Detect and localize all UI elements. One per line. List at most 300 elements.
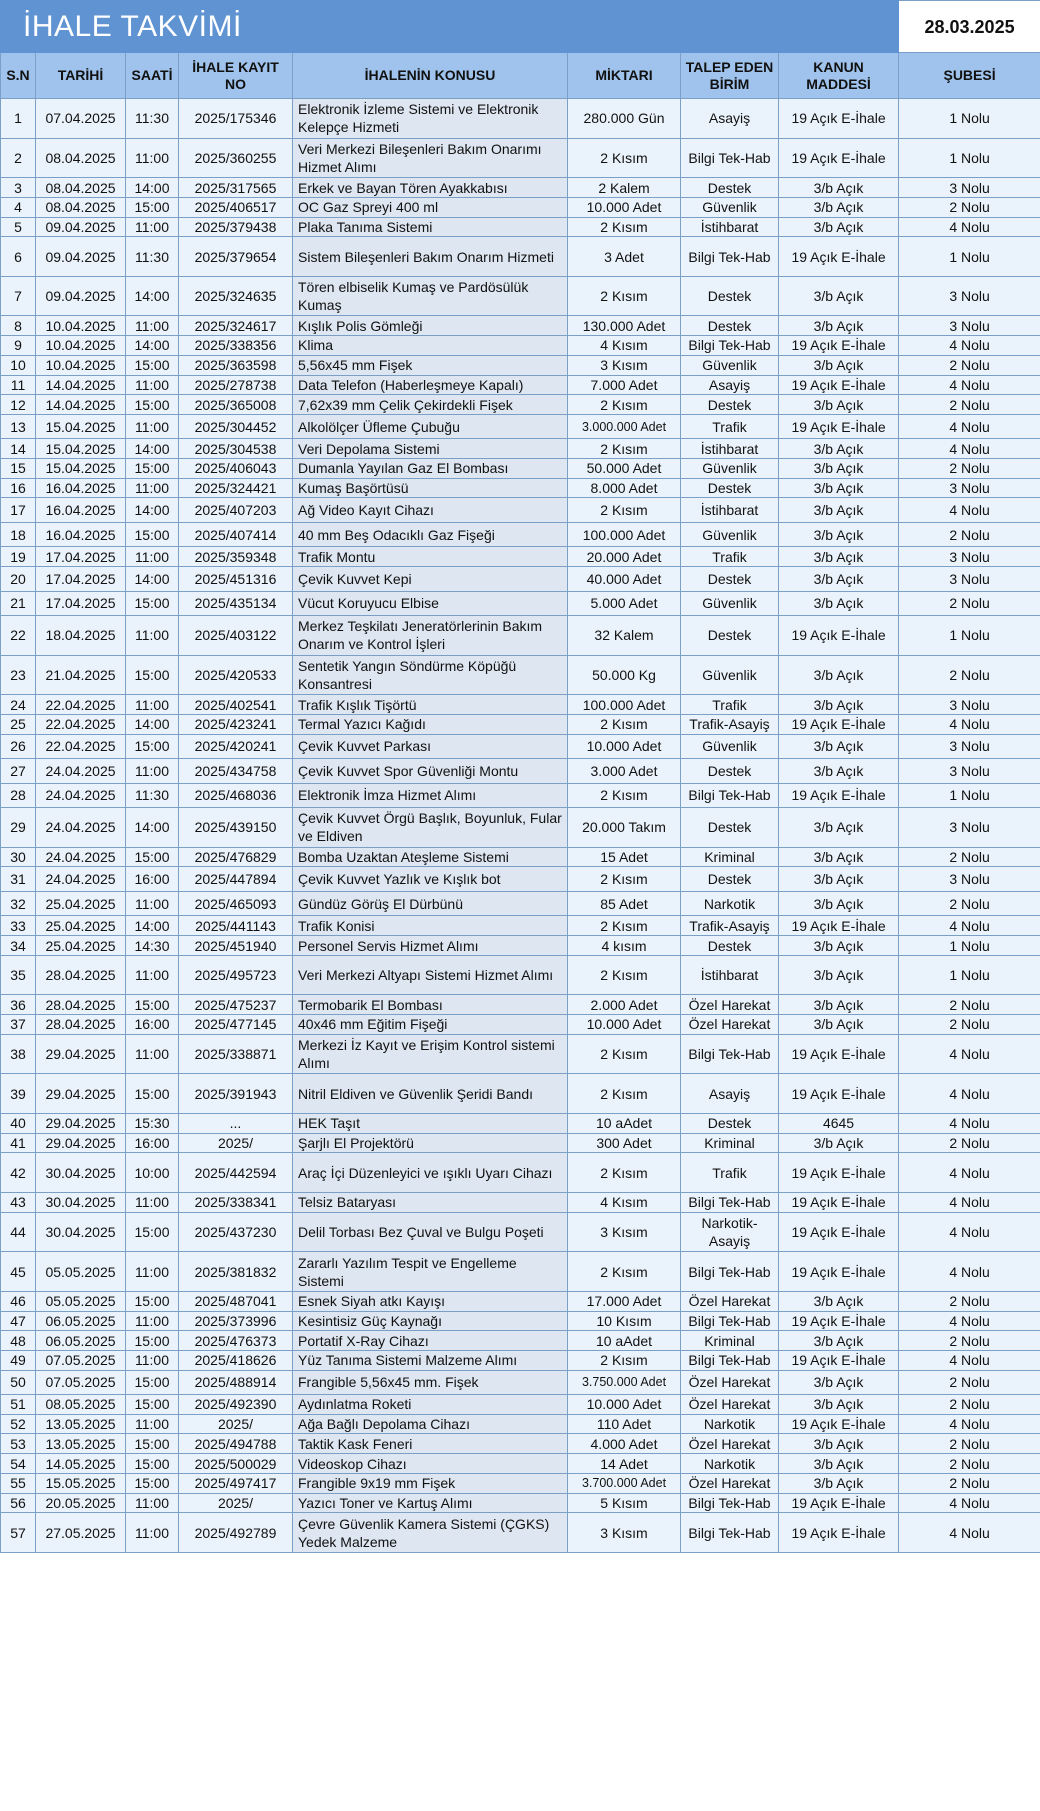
cell-birim: Bilgi Tek-Hab <box>681 237 779 277</box>
table-row <box>1 316 1040 336</box>
cell-tarih: 10.04.2025 <box>36 355 126 375</box>
cell-kayit: 2025/434758 <box>179 759 293 784</box>
cell-konu: Frangible 9x19 mm Fişek <box>293 1473 568 1493</box>
cell-birim: Trafik <box>681 1153 779 1193</box>
cell-saat: 15:00 <box>126 1473 179 1493</box>
cell-saat: 14:00 <box>126 276 179 316</box>
cell-sube: 3 Nolu <box>899 759 1040 784</box>
cell-sn: 44 <box>1 1212 36 1252</box>
cell-sn: 17 <box>1 498 36 523</box>
cell-miktar: 2 Kısım <box>568 715 681 735</box>
table-row <box>1 336 1040 356</box>
cell-sube: 2 Nolu <box>899 1434 1040 1454</box>
cell-sube: 2 Nolu <box>899 522 1040 547</box>
cell-sn: 6 <box>1 237 36 277</box>
cell-sn: 42 <box>1 1153 36 1193</box>
cell-birim: Güvenlik <box>681 655 779 695</box>
cell-sn: 7 <box>1 276 36 316</box>
cell-tarih: 13.05.2025 <box>36 1414 126 1434</box>
cell-sube: 4 Nolu <box>899 1153 1040 1193</box>
table-row <box>1 1434 1040 1454</box>
cell-konu: Gündüz Görüş El Dürbünü <box>293 891 568 916</box>
cell-birim: Trafik-Asayiş <box>681 715 779 735</box>
cell-konu: Çevik Kuvvet Spor Güvenliği Montu <box>293 759 568 784</box>
cell-sube: 4 Nolu <box>899 217 1040 237</box>
cell-konu: HEK Taşıt <box>293 1114 568 1134</box>
cell-konu: Veri Depolama Sistemi <box>293 439 568 459</box>
cell-sn: 34 <box>1 936 36 956</box>
cell-sube: 1 Nolu <box>899 237 1040 277</box>
cell-birim: Kriminal <box>681 1133 779 1153</box>
cell-tarih: 10.04.2025 <box>36 336 126 356</box>
cell-sn: 4 <box>1 197 36 217</box>
cell-konu: Vücut Koruyucu Elbise <box>293 591 568 616</box>
cell-kayit: 2025/439150 <box>179 808 293 848</box>
cell-sube: 4 Nolu <box>899 916 1040 936</box>
cell-kanun: 3/b Açık <box>779 847 899 867</box>
cell-konu: Frangible 5,56x45 mm. Fişek <box>293 1370 568 1395</box>
cell-sn: 9 <box>1 336 36 356</box>
cell-sube: 2 Nolu <box>899 995 1040 1015</box>
cell-miktar: 10 aAdet <box>568 1331 681 1351</box>
cell-konu: Dumanla Yayılan Gaz El Bombası <box>293 459 568 479</box>
cell-birim: Bilgi Tek-Hab <box>681 1311 779 1331</box>
cell-tarih: 29.04.2025 <box>36 1034 126 1074</box>
cell-sn: 30 <box>1 847 36 867</box>
cell-saat: 11:00 <box>126 1414 179 1434</box>
cell-kayit: 2025/475237 <box>179 995 293 1015</box>
cell-tarih: 22.04.2025 <box>36 695 126 715</box>
cell-saat: 11:00 <box>126 547 179 567</box>
cell-kanun: 19 Açık E-İhale <box>779 375 899 395</box>
cell-kanun: 3/b Açık <box>779 567 899 592</box>
cell-sn: 53 <box>1 1434 36 1454</box>
table-row <box>1 414 1040 439</box>
cell-saat: 11:30 <box>126 783 179 808</box>
cell-kayit: 2025/363598 <box>179 355 293 375</box>
cell-kayit: ... <box>179 1114 293 1134</box>
cell-birim: Trafik <box>681 547 779 567</box>
cell-miktar: 2 Kısım <box>568 498 681 523</box>
table-row <box>1 1311 1040 1331</box>
cell-konu: Kışlık Polis Gömleği <box>293 316 568 336</box>
cell-miktar: 8.000 Adet <box>568 478 681 498</box>
cell-kanun: 3/b Açık <box>779 1291 899 1311</box>
cell-miktar: 50.000 Adet <box>568 459 681 479</box>
cell-kayit: 2025/365008 <box>179 395 293 415</box>
cell-miktar: 2 Kısım <box>568 1252 681 1292</box>
cell-kayit: 2025/338356 <box>179 336 293 356</box>
cell-tarih: 17.04.2025 <box>36 547 126 567</box>
cell-tarih: 17.04.2025 <box>36 567 126 592</box>
cell-sube: 3 Nolu <box>899 734 1040 759</box>
cell-sube: 3 Nolu <box>899 567 1040 592</box>
cell-kanun: 3/b Açık <box>779 759 899 784</box>
cell-sn: 52 <box>1 1414 36 1434</box>
col-header-konu: İHALENİN KONUSU <box>293 53 568 99</box>
cell-sube: 3 Nolu <box>899 316 1040 336</box>
cell-tarih: 09.04.2025 <box>36 237 126 277</box>
table-row <box>1 655 1040 695</box>
cell-kayit: 2025/451940 <box>179 936 293 956</box>
cell-sube: 3 Nolu <box>899 867 1040 892</box>
cell-kanun: 19 Açık E-İhale <box>779 1034 899 1074</box>
cell-kanun: 3/b Açık <box>779 995 899 1015</box>
cell-sube: 3 Nolu <box>899 178 1040 198</box>
cell-sube: 2 Nolu <box>899 1015 1040 1035</box>
cell-sn: 56 <box>1 1493 36 1513</box>
cell-kanun: 19 Açık E-İhale <box>779 1311 899 1331</box>
cell-kanun: 19 Açık E-İhale <box>779 616 899 656</box>
cell-tarih: 07.04.2025 <box>36 99 126 139</box>
cell-tarih: 13.05.2025 <box>36 1434 126 1454</box>
cell-saat: 11:00 <box>126 217 179 237</box>
cell-tarih: 22.04.2025 <box>36 734 126 759</box>
cell-tarih: 20.05.2025 <box>36 1493 126 1513</box>
cell-sube: 3 Nolu <box>899 808 1040 848</box>
table-row <box>1 1370 1040 1395</box>
cell-sube: 2 Nolu <box>899 591 1040 616</box>
table-row <box>1 395 1040 415</box>
cell-birim: Destek <box>681 395 779 415</box>
cell-saat: 11:00 <box>126 414 179 439</box>
cell-birim: Bilgi Tek-Hab <box>681 1192 779 1212</box>
cell-konu: Alkolölçer Üfleme Çubuğu <box>293 414 568 439</box>
cell-birim: Asayiş <box>681 375 779 395</box>
cell-kanun: 19 Açık E-İhale <box>779 1192 899 1212</box>
page-title: İHALE TAKVİMİ <box>1 1 899 53</box>
cell-sn: 2 <box>1 138 36 178</box>
cell-sn: 35 <box>1 955 36 995</box>
cell-sn: 20 <box>1 567 36 592</box>
cell-tarih: 25.04.2025 <box>36 891 126 916</box>
table-row <box>1 1291 1040 1311</box>
cell-tarih: 28.04.2025 <box>36 1015 126 1035</box>
cell-sube: 2 Nolu <box>899 355 1040 375</box>
cell-miktar: 2 Kısım <box>568 1350 681 1370</box>
table-row <box>1 1015 1040 1035</box>
cell-tarih: 16.04.2025 <box>36 478 126 498</box>
cell-saat: 16:00 <box>126 1015 179 1035</box>
cell-konu: Çevik Kuvvet Kepi <box>293 567 568 592</box>
cell-miktar: 4 Kısım <box>568 1192 681 1212</box>
cell-sn: 26 <box>1 734 36 759</box>
cell-miktar: 2 Kısım <box>568 867 681 892</box>
cell-tarih: 25.04.2025 <box>36 916 126 936</box>
table-row <box>1 1212 1040 1252</box>
cell-sn: 3 <box>1 178 36 198</box>
cell-tarih: 14.04.2025 <box>36 395 126 415</box>
table-row <box>1 478 1040 498</box>
cell-saat: 11:00 <box>126 316 179 336</box>
cell-sube: 1 Nolu <box>899 616 1040 656</box>
cell-kayit: 2025/488914 <box>179 1370 293 1395</box>
cell-konu: 5,56x45 mm Fişek <box>293 355 568 375</box>
cell-sube: 4 Nolu <box>899 336 1040 356</box>
table-row <box>1 1153 1040 1193</box>
cell-kanun: 3/b Açık <box>779 459 899 479</box>
cell-sn: 22 <box>1 616 36 656</box>
cell-birim: Destek <box>681 936 779 956</box>
cell-konu: Data Telefon (Haberleşmeye Kapalı) <box>293 375 568 395</box>
cell-sn: 18 <box>1 522 36 547</box>
table-row <box>1 936 1040 956</box>
table-row <box>1 522 1040 547</box>
cell-birim: Destek <box>681 567 779 592</box>
cell-saat: 14:00 <box>126 498 179 523</box>
tender-rows <box>1 99 1040 1553</box>
cell-saat: 15:00 <box>126 1454 179 1474</box>
cell-miktar: 2 Kısım <box>568 138 681 178</box>
cell-birim: Özel Harekat <box>681 995 779 1015</box>
cell-saat: 14:00 <box>126 916 179 936</box>
cell-sn: 13 <box>1 414 36 439</box>
cell-birim: Narkotik <box>681 1414 779 1434</box>
cell-sn: 47 <box>1 1311 36 1331</box>
col-header-kanun: KANUN MADDESİ <box>779 53 899 99</box>
cell-birim: Trafik <box>681 414 779 439</box>
cell-kayit: 2025/476829 <box>179 847 293 867</box>
cell-kanun: 3/b Açık <box>779 439 899 459</box>
cell-kanun: 3/b Açık <box>779 547 899 567</box>
cell-sube: 2 Nolu <box>899 1473 1040 1493</box>
cell-birim: İstihbarat <box>681 439 779 459</box>
cell-kanun: 3/b Açık <box>779 655 899 695</box>
cell-birim: Destek <box>681 867 779 892</box>
cell-saat: 15:00 <box>126 1395 179 1415</box>
cell-sn: 36 <box>1 995 36 1015</box>
cell-sube: 4 Nolu <box>899 1034 1040 1074</box>
cell-birim: Asayiş <box>681 1074 779 1114</box>
cell-kanun: 3/b Açık <box>779 498 899 523</box>
cell-birim: İstihbarat <box>681 498 779 523</box>
cell-kanun: 3/b Açık <box>779 1434 899 1454</box>
cell-birim: Bilgi Tek-Hab <box>681 1350 779 1370</box>
cell-miktar: 10 Kısım <box>568 1311 681 1331</box>
table-row <box>1 1513 1040 1553</box>
cell-tarih: 28.04.2025 <box>36 955 126 995</box>
col-header-saat: SAATİ <box>126 53 179 99</box>
cell-kanun: 19 Açık E-İhale <box>779 916 899 936</box>
cell-kayit: 2025/468036 <box>179 783 293 808</box>
cell-birim: Narkotik <box>681 1454 779 1474</box>
cell-tarih: 14.05.2025 <box>36 1454 126 1474</box>
cell-konu: Yazıcı Toner ve Kartuş Alımı <box>293 1493 568 1513</box>
cell-konu: 7,62x39 mm Çelik Çekirdekli Fişek <box>293 395 568 415</box>
table-row <box>1 1350 1040 1370</box>
table-row <box>1 916 1040 936</box>
cell-miktar: 10.000 Adet <box>568 197 681 217</box>
cell-konu: Ağa Bağlı Depolama Cihazı <box>293 1414 568 1434</box>
cell-kayit: 2025/418626 <box>179 1350 293 1370</box>
table-row <box>1 695 1040 715</box>
table-row <box>1 955 1040 995</box>
cell-sn: 33 <box>1 916 36 936</box>
cell-saat: 15:00 <box>126 1212 179 1252</box>
cell-kayit: 2025/402541 <box>179 695 293 715</box>
cell-sn: 24 <box>1 695 36 715</box>
cell-konu: Şarjlı El Projektörü <box>293 1133 568 1153</box>
cell-tarih: 24.04.2025 <box>36 867 126 892</box>
cell-sube: 2 Nolu <box>899 1133 1040 1153</box>
cell-konu: Araç İçi Düzenleyici ve ışıklı Uyarı Cihazı <box>293 1153 568 1193</box>
cell-saat: 10:00 <box>126 1153 179 1193</box>
cell-kanun: 3/b Açık <box>779 808 899 848</box>
cell-sube: 4 Nolu <box>899 1212 1040 1252</box>
cell-birim: Bilgi Tek-Hab <box>681 336 779 356</box>
cell-kayit: 2025/ <box>179 1414 293 1434</box>
cell-birim: Kriminal <box>681 847 779 867</box>
cell-sube: 3 Nolu <box>899 478 1040 498</box>
cell-kanun: 3/b Açık <box>779 1454 899 1474</box>
table-row <box>1 734 1040 759</box>
cell-miktar: 3 Adet <box>568 237 681 277</box>
table-row <box>1 891 1040 916</box>
cell-saat: 11:00 <box>126 478 179 498</box>
cell-konu: Trafik Montu <box>293 547 568 567</box>
cell-miktar: 2 Kısım <box>568 1074 681 1114</box>
cell-kanun: 19 Açık E-İhale <box>779 715 899 735</box>
table-row <box>1 1454 1040 1474</box>
table-row <box>1 439 1040 459</box>
cell-konu: Zararlı Yazılım Tespit ve Engelleme Sistemi <box>293 1252 568 1292</box>
report-date: 28.03.2025 <box>899 1 1040 53</box>
cell-tarih: 08.04.2025 <box>36 197 126 217</box>
cell-tarih: 16.04.2025 <box>36 498 126 523</box>
cell-kayit: 2025/324421 <box>179 478 293 498</box>
cell-tarih: 22.04.2025 <box>36 715 126 735</box>
table-row <box>1 1192 1040 1212</box>
cell-konu: Portatif X-Ray Cihazı <box>293 1331 568 1351</box>
cell-sube: 2 Nolu <box>899 197 1040 217</box>
cell-kanun: 3/b Açık <box>779 197 899 217</box>
cell-sn: 15 <box>1 459 36 479</box>
cell-kayit: 2025/324617 <box>179 316 293 336</box>
table-row <box>1 1414 1040 1434</box>
table-row <box>1 759 1040 784</box>
cell-birim: Destek <box>681 178 779 198</box>
cell-konu: Nitril Eldiven ve Güvenlik Şeridi Bandı <box>293 1074 568 1114</box>
table-row <box>1 498 1040 523</box>
cell-kayit: 2025/492789 <box>179 1513 293 1553</box>
cell-kanun: 3/b Açık <box>779 1395 899 1415</box>
table-row <box>1 1133 1040 1153</box>
cell-sn: 5 <box>1 217 36 237</box>
cell-sube: 1 Nolu <box>899 936 1040 956</box>
cell-miktar: 100.000 Adet <box>568 522 681 547</box>
col-header-miktar: MİKTARI <box>568 53 681 99</box>
cell-saat: 11:30 <box>126 237 179 277</box>
cell-tarih: 24.04.2025 <box>36 783 126 808</box>
cell-miktar: 4.000 Adet <box>568 1434 681 1454</box>
cell-kayit: 2025/420241 <box>179 734 293 759</box>
cell-konu: Aydınlatma Roketi <box>293 1395 568 1415</box>
cell-konu: Ağ Video Kayıt Cihazı <box>293 498 568 523</box>
cell-birim: Bilgi Tek-Hab <box>681 1252 779 1292</box>
cell-kayit: 2025/435134 <box>179 591 293 616</box>
cell-sn: 31 <box>1 867 36 892</box>
cell-saat: 15:00 <box>126 1074 179 1114</box>
cell-tarih: 30.04.2025 <box>36 1192 126 1212</box>
cell-saat: 15:00 <box>126 1434 179 1454</box>
cell-saat: 15:00 <box>126 459 179 479</box>
cell-kayit: 2025/477145 <box>179 1015 293 1035</box>
cell-kayit: 2025/407414 <box>179 522 293 547</box>
table-row <box>1 237 1040 277</box>
cell-miktar: 110 Adet <box>568 1414 681 1434</box>
cell-kanun: 3/b Açık <box>779 591 899 616</box>
cell-sube: 4 Nolu <box>899 375 1040 395</box>
cell-kanun: 19 Açık E-İhale <box>779 1414 899 1434</box>
cell-sube: 4 Nolu <box>899 1311 1040 1331</box>
cell-sn: 28 <box>1 783 36 808</box>
cell-miktar: 2 Kısım <box>568 955 681 995</box>
cell-kanun: 3/b Açık <box>779 1331 899 1351</box>
cell-kanun: 3/b Açık <box>779 395 899 415</box>
cell-konu: Trafik Kışlık Tişörtü <box>293 695 568 715</box>
cell-konu: Videoskop Cihazı <box>293 1454 568 1474</box>
table-row <box>1 1473 1040 1493</box>
cell-sn: 48 <box>1 1331 36 1351</box>
cell-kayit: 2025/447894 <box>179 867 293 892</box>
cell-kayit: 2025/379438 <box>179 217 293 237</box>
cell-kanun: 19 Açık E-İhale <box>779 99 899 139</box>
cell-kanun: 19 Açık E-İhale <box>779 138 899 178</box>
cell-birim: Güvenlik <box>681 734 779 759</box>
cell-saat: 11:00 <box>126 375 179 395</box>
cell-sn: 10 <box>1 355 36 375</box>
cell-miktar: 2 Kısım <box>568 439 681 459</box>
cell-miktar: 20.000 Takım <box>568 808 681 848</box>
cell-kanun: 3/b Açık <box>779 1473 899 1493</box>
cell-sn: 21 <box>1 591 36 616</box>
cell-kayit: 2025/324635 <box>179 276 293 316</box>
cell-kanun: 3/b Açık <box>779 276 899 316</box>
cell-sn: 37 <box>1 1015 36 1035</box>
col-header-tarih: TARİHİ <box>36 53 126 99</box>
cell-kayit: 2025/ <box>179 1133 293 1153</box>
cell-sube: 4 Nolu <box>899 1350 1040 1370</box>
cell-kayit: 2025/420533 <box>179 655 293 695</box>
cell-kanun: 3/b Açık <box>779 936 899 956</box>
cell-saat: 15:00 <box>126 734 179 759</box>
cell-miktar: 100.000 Adet <box>568 695 681 715</box>
cell-saat: 15:00 <box>126 355 179 375</box>
cell-tarih: 27.05.2025 <box>36 1513 126 1553</box>
cell-kayit: 2025/497417 <box>179 1473 293 1493</box>
table-row <box>1 217 1040 237</box>
cell-sube: 2 Nolu <box>899 847 1040 867</box>
table-row <box>1 1331 1040 1351</box>
cell-saat: 15:00 <box>126 847 179 867</box>
cell-sube: 1 Nolu <box>899 138 1040 178</box>
cell-kanun: 19 Açık E-İhale <box>779 1074 899 1114</box>
cell-sn: 25 <box>1 715 36 735</box>
cell-sn: 54 <box>1 1454 36 1474</box>
cell-birim: Trafik <box>681 695 779 715</box>
cell-saat: 14:00 <box>126 808 179 848</box>
col-header-sn: S.N <box>1 53 36 99</box>
cell-birim: Bilgi Tek-Hab <box>681 1493 779 1513</box>
table-row <box>1 783 1040 808</box>
cell-birim: Özel Harekat <box>681 1395 779 1415</box>
cell-kayit: 2025/317565 <box>179 178 293 198</box>
cell-birim: Destek <box>681 808 779 848</box>
cell-saat: 15:00 <box>126 1370 179 1395</box>
cell-miktar: 2 Kısım <box>568 783 681 808</box>
cell-konu: Taktik Kask Feneri <box>293 1434 568 1454</box>
cell-konu: Çevik Kuvvet Parkası <box>293 734 568 759</box>
